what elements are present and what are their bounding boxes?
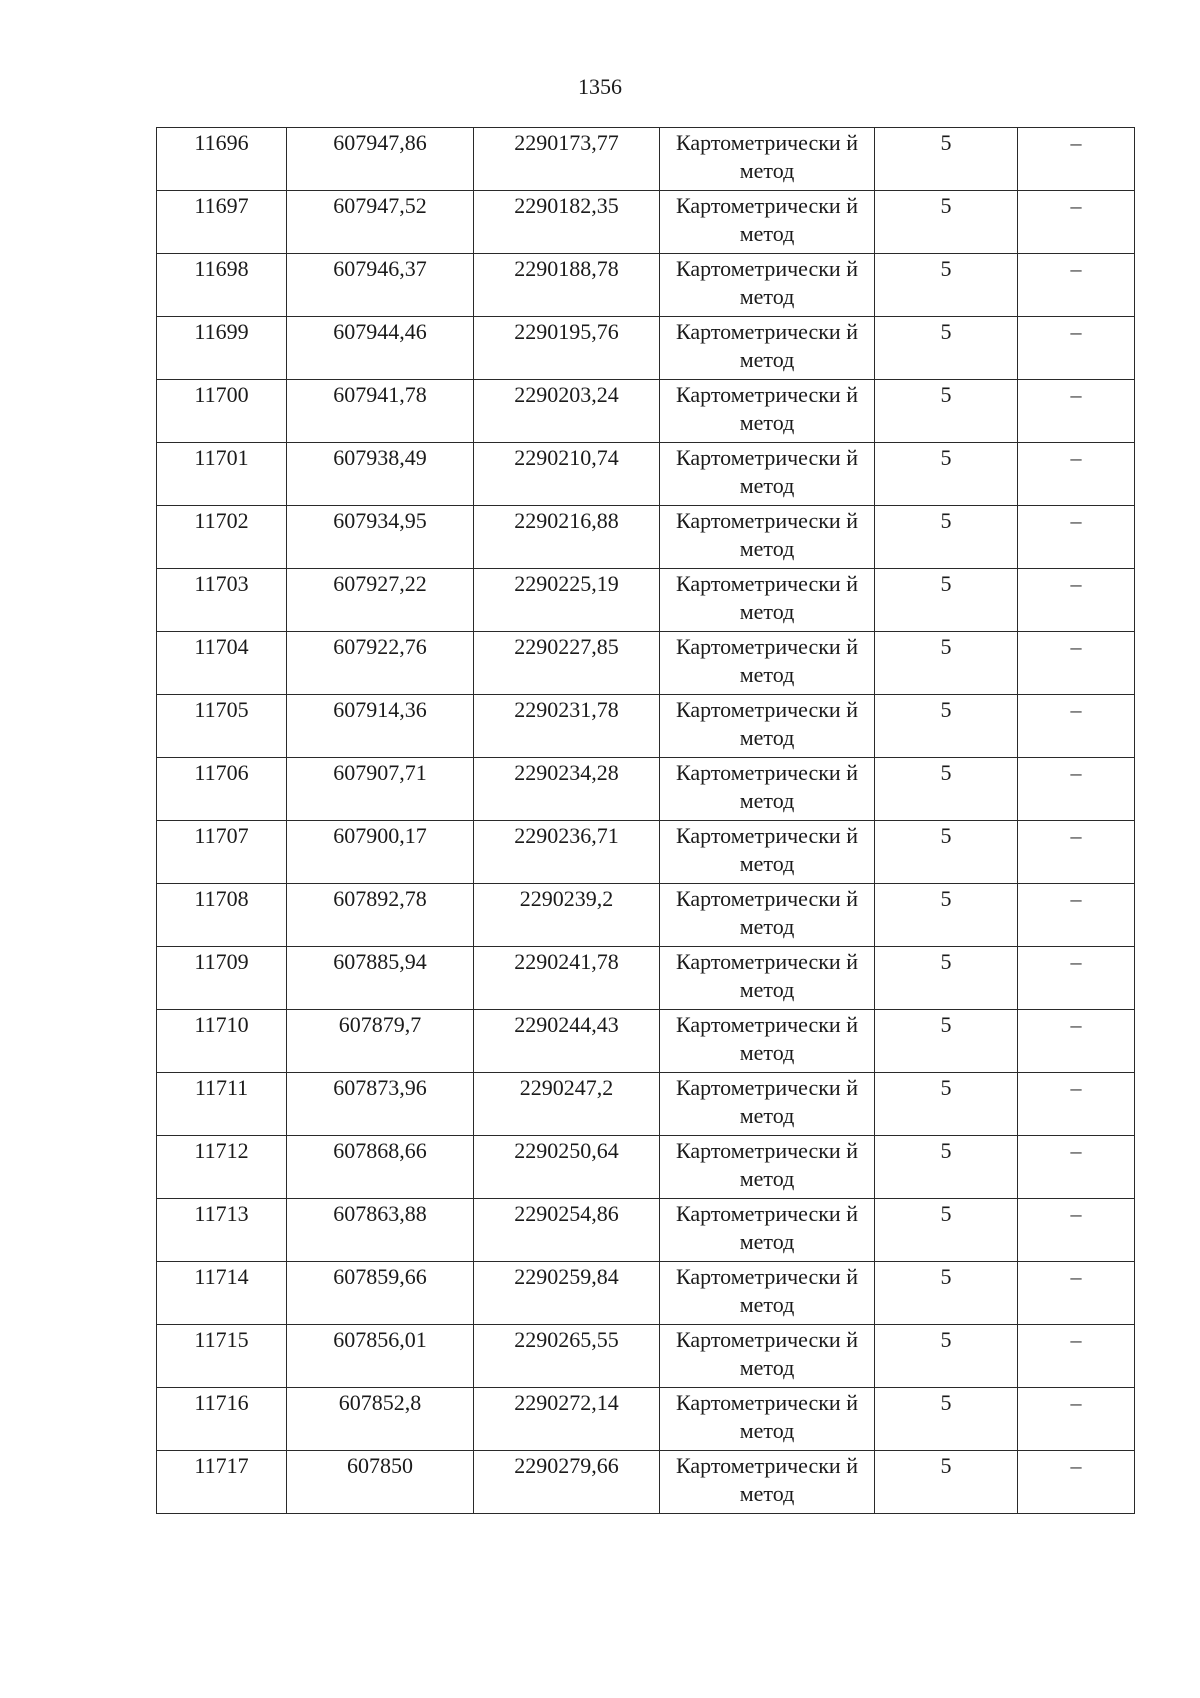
- point-number-cell: [157, 380, 287, 443]
- x-coordinate-text: 607907,71: [333, 760, 427, 785]
- note-cell: [1018, 128, 1135, 191]
- note-cell: [1018, 254, 1135, 317]
- method-cell: [660, 947, 875, 1010]
- accuracy-cell: [875, 380, 1018, 443]
- accuracy-cell: [875, 632, 1018, 695]
- y-coordinate-text: 2290279,66: [514, 1453, 619, 1478]
- point-number-cell: [157, 1262, 287, 1325]
- method-cell: [660, 1073, 875, 1136]
- accuracy-cell: [875, 1388, 1018, 1451]
- method-cell: [660, 380, 875, 443]
- accuracy-cell: [875, 506, 1018, 569]
- accuracy-cell: [875, 1451, 1018, 1514]
- y-coordinate-cell: [474, 191, 660, 254]
- method-text: Картометрически й метод: [676, 508, 858, 561]
- table-row: [157, 695, 1135, 758]
- x-coordinate-cell: [287, 947, 474, 1010]
- table-row: [157, 254, 1135, 317]
- note-cell: [1018, 443, 1135, 506]
- x-coordinate-text: 607852,8: [338, 1390, 422, 1415]
- y-coordinate-text: 2290227,85: [514, 634, 619, 659]
- method-cell: [660, 758, 875, 821]
- method-cell: [660, 821, 875, 884]
- note-cell: [1018, 758, 1135, 821]
- table-row: [157, 1388, 1135, 1451]
- point-number-text: 11712: [194, 1138, 249, 1163]
- note-cell: [1018, 1262, 1135, 1325]
- table-row: [157, 1451, 1135, 1514]
- accuracy-cell: [875, 1073, 1018, 1136]
- point-number-text: 11703: [194, 571, 249, 596]
- accuracy-text: 5: [940, 571, 952, 596]
- method-text: Картометрически й метод: [676, 256, 858, 309]
- y-coordinate-cell: [474, 569, 660, 632]
- x-coordinate-cell: [287, 128, 474, 191]
- method-text: Картометрически й метод: [676, 382, 858, 435]
- table-row: [157, 947, 1135, 1010]
- table-row: [157, 632, 1135, 695]
- point-number-cell: [157, 632, 287, 695]
- point-number-text: 11704: [194, 634, 249, 659]
- note-cell: [1018, 821, 1135, 884]
- table-row: [157, 569, 1135, 632]
- x-coordinate-text: 607944,46: [333, 319, 427, 344]
- accuracy-text: 5: [940, 1453, 952, 1478]
- method-text: Картометрически й метод: [676, 1264, 858, 1317]
- method-text: Картометрически й метод: [676, 886, 858, 939]
- x-coordinate-cell: [287, 1136, 474, 1199]
- accuracy-cell: [875, 317, 1018, 380]
- method-text: Картометрически й метод: [676, 319, 858, 372]
- point-number-cell: [157, 317, 287, 380]
- note-text: –: [1070, 193, 1082, 218]
- accuracy-cell: [875, 821, 1018, 884]
- note-cell: [1018, 695, 1135, 758]
- x-coordinate-cell: [287, 632, 474, 695]
- y-coordinate-text: 2290244,43: [514, 1012, 619, 1037]
- y-coordinate-text: 2290272,14: [514, 1390, 619, 1415]
- method-text: Картометрически й метод: [676, 1075, 858, 1128]
- note-text: –: [1070, 508, 1082, 533]
- table-row: [157, 1199, 1135, 1262]
- x-coordinate-cell: [287, 317, 474, 380]
- note-text: –: [1070, 1453, 1082, 1478]
- point-number-cell: [157, 695, 287, 758]
- x-coordinate-cell: [287, 569, 474, 632]
- accuracy-text: 5: [940, 193, 952, 218]
- x-coordinate-text: 607856,01: [333, 1327, 427, 1352]
- y-coordinate-cell: [474, 1199, 660, 1262]
- x-coordinate-cell: [287, 1388, 474, 1451]
- y-coordinate-cell: [474, 443, 660, 506]
- accuracy-cell: [875, 1262, 1018, 1325]
- table-row: [157, 1010, 1135, 1073]
- table-row: [157, 128, 1135, 191]
- y-coordinate-cell: [474, 317, 660, 380]
- y-coordinate-text: 2290210,74: [514, 445, 619, 470]
- note-cell: [1018, 1010, 1135, 1073]
- table-row: [157, 443, 1135, 506]
- method-cell: [660, 1262, 875, 1325]
- y-coordinate-cell: [474, 1388, 660, 1451]
- point-number-cell: [157, 1010, 287, 1073]
- accuracy-cell: [875, 1010, 1018, 1073]
- x-coordinate-cell: [287, 254, 474, 317]
- table-row: [157, 884, 1135, 947]
- point-number-cell: [157, 506, 287, 569]
- accuracy-text: 5: [940, 1138, 952, 1163]
- y-coordinate-text: 2290173,77: [514, 130, 619, 155]
- y-coordinate-text: 2290259,84: [514, 1264, 619, 1289]
- table-body: [157, 128, 1135, 1514]
- accuracy-cell: [875, 128, 1018, 191]
- point-number-cell: [157, 947, 287, 1010]
- accuracy-text: 5: [940, 1327, 952, 1352]
- y-coordinate-cell: [474, 1325, 660, 1388]
- y-coordinate-cell: [474, 1136, 660, 1199]
- note-text: –: [1070, 382, 1082, 407]
- y-coordinate-cell: [474, 1010, 660, 1073]
- method-cell: [660, 569, 875, 632]
- point-number-cell: [157, 821, 287, 884]
- y-coordinate-cell: [474, 884, 660, 947]
- point-number-text: 11696: [194, 130, 249, 155]
- note-text: –: [1070, 1201, 1082, 1226]
- note-text: –: [1070, 1327, 1082, 1352]
- method-text: Картометрически й метод: [676, 697, 858, 750]
- table-row: [157, 506, 1135, 569]
- y-coordinate-text: 2290254,86: [514, 1201, 619, 1226]
- note-text: –: [1070, 886, 1082, 911]
- note-text: –: [1070, 949, 1082, 974]
- x-coordinate-text: 607947,86: [333, 130, 427, 155]
- point-number-text: 11717: [194, 1453, 249, 1478]
- method-cell: [660, 443, 875, 506]
- x-coordinate-cell: [287, 1010, 474, 1073]
- y-coordinate-text: 2290239,2: [519, 886, 614, 911]
- x-coordinate-cell: [287, 191, 474, 254]
- y-coordinate-cell: [474, 947, 660, 1010]
- x-coordinate-cell: [287, 443, 474, 506]
- point-number-text: 11711: [194, 1075, 249, 1100]
- method-cell: [660, 884, 875, 947]
- method-cell: [660, 1136, 875, 1199]
- accuracy-text: 5: [940, 445, 952, 470]
- x-coordinate-cell: [287, 1073, 474, 1136]
- x-coordinate-text: 607938,49: [333, 445, 427, 470]
- method-text: Картометрически й метод: [676, 1390, 858, 1443]
- x-coordinate-text: 607900,17: [333, 823, 427, 848]
- method-cell: [660, 191, 875, 254]
- method-text: Картометрически й метод: [676, 1201, 858, 1254]
- x-coordinate-cell: [287, 695, 474, 758]
- point-number-cell: [157, 1199, 287, 1262]
- accuracy-cell: [875, 443, 1018, 506]
- y-coordinate-cell: [474, 758, 660, 821]
- note-text: –: [1070, 1390, 1082, 1415]
- y-coordinate-cell: [474, 254, 660, 317]
- method-cell: [660, 1451, 875, 1514]
- accuracy-text: 5: [940, 634, 952, 659]
- method-cell: [660, 128, 875, 191]
- note-cell: [1018, 380, 1135, 443]
- note-cell: [1018, 884, 1135, 947]
- y-coordinate-cell: [474, 632, 660, 695]
- x-coordinate-cell: [287, 380, 474, 443]
- method-text: Картометрически й метод: [676, 1327, 858, 1380]
- point-number-cell: [157, 1073, 287, 1136]
- page-number: 1356: [578, 74, 622, 99]
- note-cell: [1018, 1199, 1135, 1262]
- accuracy-cell: [875, 758, 1018, 821]
- method-text: Картометрически й метод: [676, 949, 858, 1002]
- table-row: [157, 821, 1135, 884]
- method-text: Картометрически й метод: [676, 634, 858, 687]
- accuracy-text: 5: [940, 886, 952, 911]
- x-coordinate-cell: [287, 506, 474, 569]
- method-cell: [660, 1199, 875, 1262]
- x-coordinate-cell: [287, 1262, 474, 1325]
- method-text: Картометрически й метод: [676, 1138, 858, 1191]
- point-number-cell: [157, 1388, 287, 1451]
- point-number-text: 11702: [194, 508, 249, 533]
- method-text: Картометрически й метод: [676, 760, 858, 813]
- point-number-cell: [157, 758, 287, 821]
- y-coordinate-text: 2290225,19: [514, 571, 619, 596]
- accuracy-text: 5: [940, 949, 952, 974]
- y-coordinate-text: 2290247,2: [519, 1075, 614, 1100]
- note-text: –: [1070, 760, 1082, 785]
- point-number-text: 11710: [194, 1012, 249, 1037]
- note-text: –: [1070, 1012, 1082, 1037]
- method-text: Картометрически й метод: [676, 193, 858, 246]
- x-coordinate-text: 607941,78: [333, 382, 427, 407]
- point-number-cell: [157, 569, 287, 632]
- method-text: Картометрически й метод: [676, 130, 858, 183]
- point-number-cell: [157, 1451, 287, 1514]
- y-coordinate-text: 2290236,71: [514, 823, 619, 848]
- y-coordinate-text: 2290182,35: [514, 193, 619, 218]
- x-coordinate-cell: [287, 1451, 474, 1514]
- accuracy-cell: [875, 254, 1018, 317]
- coordinates-table: [156, 127, 1135, 1514]
- y-coordinate-cell: [474, 821, 660, 884]
- y-coordinate-text: 2290265,55: [514, 1327, 619, 1352]
- point-number-text: 11700: [194, 382, 249, 407]
- accuracy-text: 5: [940, 760, 952, 785]
- note-cell: [1018, 1073, 1135, 1136]
- note-text: –: [1070, 823, 1082, 848]
- method-cell: [660, 695, 875, 758]
- table-row: [157, 1262, 1135, 1325]
- method-cell: [660, 1325, 875, 1388]
- x-coordinate-text: 607873,96: [333, 1075, 427, 1100]
- accuracy-cell: [875, 1136, 1018, 1199]
- x-coordinate-text: 607879,7: [338, 1012, 422, 1037]
- accuracy-text: 5: [940, 256, 952, 281]
- point-number-text: 11697: [194, 193, 249, 218]
- note-text: –: [1070, 697, 1082, 722]
- accuracy-text: 5: [940, 382, 952, 407]
- note-cell: [1018, 947, 1135, 1010]
- note-cell: [1018, 1451, 1135, 1514]
- table-row: [157, 380, 1135, 443]
- x-coordinate-cell: [287, 821, 474, 884]
- x-coordinate-cell: [287, 758, 474, 821]
- y-coordinate-cell: [474, 1262, 660, 1325]
- x-coordinate-cell: [287, 884, 474, 947]
- method-cell: [660, 506, 875, 569]
- point-number-text: 11715: [194, 1327, 249, 1352]
- method-cell: [660, 1010, 875, 1073]
- x-coordinate-text: 607868,66: [333, 1138, 427, 1163]
- accuracy-text: 5: [940, 1390, 952, 1415]
- note-cell: [1018, 1325, 1135, 1388]
- x-coordinate-text: 607946,37: [333, 256, 427, 281]
- y-coordinate-text: 2290250,64: [514, 1138, 619, 1163]
- table-row: [157, 758, 1135, 821]
- point-number-cell: [157, 191, 287, 254]
- y-coordinate-cell: [474, 695, 660, 758]
- point-number-text: 11705: [194, 697, 249, 722]
- y-coordinate-text: 2290241,78: [514, 949, 619, 974]
- x-coordinate-text: 607863,88: [333, 1201, 427, 1226]
- point-number-cell: [157, 254, 287, 317]
- accuracy-cell: [875, 1199, 1018, 1262]
- x-coordinate-text: 607927,22: [333, 571, 427, 596]
- accuracy-text: 5: [940, 319, 952, 344]
- point-number-text: 11699: [194, 319, 249, 344]
- y-coordinate-text: 2290234,28: [514, 760, 619, 785]
- method-cell: [660, 317, 875, 380]
- x-coordinate-cell: [287, 1325, 474, 1388]
- point-number-text: 11709: [194, 949, 249, 974]
- y-coordinate-cell: [474, 506, 660, 569]
- x-coordinate-text: 607947,52: [333, 193, 427, 218]
- x-coordinate-text: 607850: [347, 1453, 413, 1478]
- x-coordinate-text: 607892,78: [333, 886, 427, 911]
- accuracy-text: 5: [940, 130, 952, 155]
- accuracy-text: 5: [940, 508, 952, 533]
- method-text: Картометрически й метод: [676, 571, 858, 624]
- accuracy-text: 5: [940, 1201, 952, 1226]
- note-cell: [1018, 1136, 1135, 1199]
- y-coordinate-text: 2290216,88: [514, 508, 619, 533]
- accuracy-cell: [875, 695, 1018, 758]
- table-row: [157, 191, 1135, 254]
- method-text: Картометрически й метод: [676, 445, 858, 498]
- point-number-text: 11714: [194, 1264, 249, 1289]
- method-cell: [660, 1388, 875, 1451]
- x-coordinate-cell: [287, 1199, 474, 1262]
- point-number-cell: [157, 884, 287, 947]
- point-number-cell: [157, 1136, 287, 1199]
- point-number-text: 11706: [194, 760, 249, 785]
- point-number-text: 11713: [194, 1201, 249, 1226]
- note-text: –: [1070, 634, 1082, 659]
- table-row: [157, 1325, 1135, 1388]
- method-text: Картометрически й метод: [676, 1453, 858, 1506]
- method-text: Картометрически й метод: [676, 823, 858, 876]
- accuracy-cell: [875, 569, 1018, 632]
- accuracy-cell: [875, 947, 1018, 1010]
- point-number-text: 11708: [194, 886, 249, 911]
- note-cell: [1018, 632, 1135, 695]
- accuracy-text: 5: [940, 1264, 952, 1289]
- table-row: [157, 1136, 1135, 1199]
- table-row: [157, 1073, 1135, 1136]
- y-coordinate-text: 2290195,76: [514, 319, 619, 344]
- x-coordinate-text: 607922,76: [333, 634, 427, 659]
- y-coordinate-cell: [474, 1073, 660, 1136]
- note-text: –: [1070, 130, 1082, 155]
- accuracy-text: 5: [940, 823, 952, 848]
- accuracy-cell: [875, 1325, 1018, 1388]
- point-number-cell: [157, 128, 287, 191]
- y-coordinate-cell: [474, 1451, 660, 1514]
- point-number-text: 11707: [194, 823, 249, 848]
- point-number-text: 11701: [194, 445, 249, 470]
- y-coordinate-text: 2290231,78: [514, 697, 619, 722]
- note-cell: [1018, 506, 1135, 569]
- note-cell: [1018, 569, 1135, 632]
- note-text: –: [1070, 256, 1082, 281]
- note-cell: [1018, 1388, 1135, 1451]
- point-number-cell: [157, 443, 287, 506]
- note-text: –: [1070, 1075, 1082, 1100]
- note-text: –: [1070, 1138, 1082, 1163]
- point-number-text: 11716: [194, 1390, 249, 1415]
- x-coordinate-text: 607934,95: [333, 508, 427, 533]
- y-coordinate-text: 2290203,24: [514, 382, 619, 407]
- x-coordinate-text: 607914,36: [333, 697, 427, 722]
- note-text: –: [1070, 319, 1082, 344]
- note-cell: [1018, 317, 1135, 380]
- y-coordinate-cell: [474, 128, 660, 191]
- table-row: [157, 317, 1135, 380]
- note-text: –: [1070, 571, 1082, 596]
- method-cell: [660, 632, 875, 695]
- method-cell: [660, 254, 875, 317]
- accuracy-cell: [875, 191, 1018, 254]
- point-number-cell: [157, 1325, 287, 1388]
- note-text: –: [1070, 445, 1082, 470]
- x-coordinate-text: 607859,66: [333, 1264, 427, 1289]
- accuracy-text: 5: [940, 1075, 952, 1100]
- note-text: –: [1070, 1264, 1082, 1289]
- accuracy-text: 5: [940, 1012, 952, 1037]
- accuracy-cell: [875, 884, 1018, 947]
- y-coordinate-text: 2290188,78: [514, 256, 619, 281]
- point-number-text: 11698: [194, 256, 249, 281]
- method-text: Картометрически й метод: [676, 1012, 858, 1065]
- note-cell: [1018, 191, 1135, 254]
- x-coordinate-text: 607885,94: [333, 949, 427, 974]
- y-coordinate-cell: [474, 380, 660, 443]
- accuracy-text: 5: [940, 697, 952, 722]
